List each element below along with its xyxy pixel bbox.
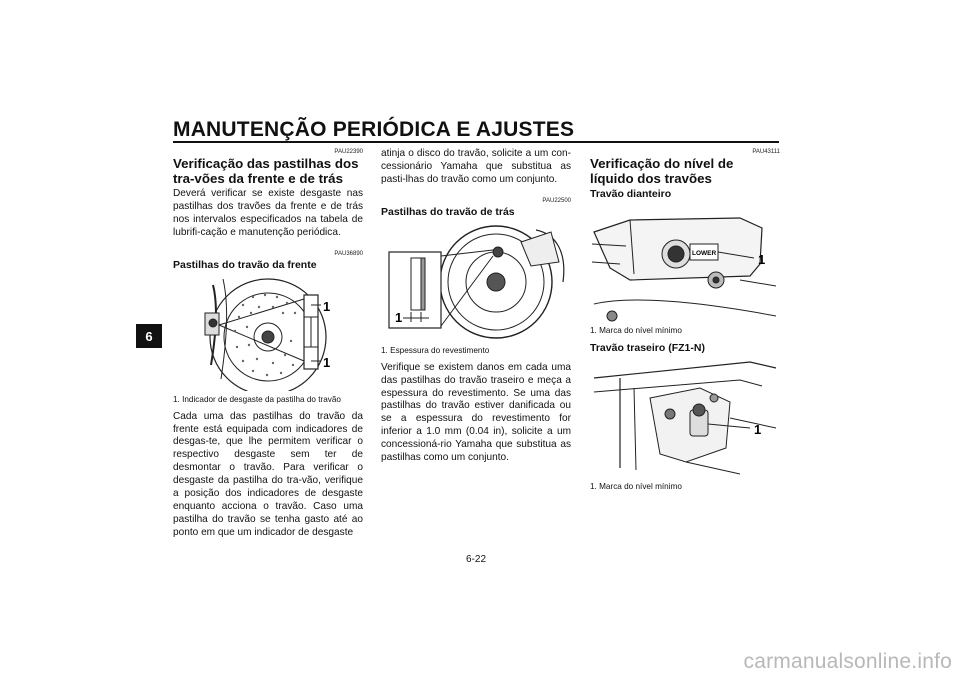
watermark[interactable]: carmanualsonline.info [743, 650, 952, 673]
section-code: PAU36890 [334, 250, 363, 257]
section-code: PAU22500 [542, 197, 571, 204]
figure-callout-bottom: 1 [323, 354, 331, 370]
figure-callout: 1 [395, 309, 403, 325]
section-code: PAU22390 [334, 149, 363, 155]
figure-callout: 1 [758, 252, 766, 267]
paragraph: Cada uma das pastilhas do travão da frente está equipada com indicadores de desgas-te, que lhe permitem verificar o respectivo desgaste sem ter de desmontar o travão. Para verificar o desgaste da pastilha do tra-vão, verifique a posição dos indicadores de desgaste enquanto acciona o travão. Caso uma pastilha do travão se tenha gasto até ao ponto em que um indicador de desgaste [173, 410, 363, 538]
figure-caption: 1. Indicador de desgaste da pastilha do travão [173, 394, 341, 404]
section-code: PAU43111 [752, 149, 780, 155]
subsection-heading: Pastilhas do travão de trás [381, 205, 515, 218]
subsection-heading: Travão dianteiro [590, 188, 672, 200]
page-title: MANUTENÇÃO PERIÓDICA E AJUSTES [173, 118, 575, 141]
front-brake-pad-figure [173, 275, 363, 391]
column-2 [381, 148, 571, 465]
section-heading: Verificação das pastilhas dos tra-vões da frente e de trás [173, 156, 359, 186]
section-heading: Verificação do nível de líquido dos travões [590, 156, 734, 186]
page-number: 6-22 [466, 554, 487, 565]
front-reservoir-figure [590, 204, 780, 322]
column-1 [173, 148, 363, 540]
column-3 [590, 148, 780, 498]
subsection-heading: Travão traseiro (FZ1-N) [590, 342, 705, 354]
lower-mark-label: LOWER [692, 250, 717, 257]
rear-reservoir-figure [590, 358, 780, 478]
paragraph: Verifique se existem danos em cada uma das pastilhas do travão traseiro e meça a espessura do revestimento. Se uma das pastilhas do travão estiver danificada ou se a espessura do revestimento for inferior a 1.0 mm (0.04 in), solicite a um concessioná-rio Yamaha que substitua as pastilhas como um conjunto. [381, 361, 571, 464]
chapter-tab[interactable]: 6 [136, 324, 162, 348]
figure-callout: 1 [754, 422, 762, 437]
paragraph: atinja o disco do travão, solicite a um con-cessionário Yamaha que substitua as pasti-lhas do travão como um conjunto. [381, 148, 571, 185]
header-rule [173, 141, 779, 143]
paragraph: Deverá verificar se existe desgaste nas pastilhas dos travões da frente e de trás nos intervalos especificados na tabela de lubrifi-cação e manutenção periódica. [173, 188, 363, 238]
figure-caption: 1. Marca do nível mínimo [590, 326, 682, 335]
subsection-heading: Pastilhas do travão da frente [173, 258, 317, 271]
figure-caption: 1. Espessura do revestimento [381, 345, 490, 355]
figure-callout-top: 1 [323, 298, 331, 314]
rear-brake-pad-figure [381, 222, 571, 342]
figure-caption: 1. Marca do nível mínimo [590, 482, 682, 491]
